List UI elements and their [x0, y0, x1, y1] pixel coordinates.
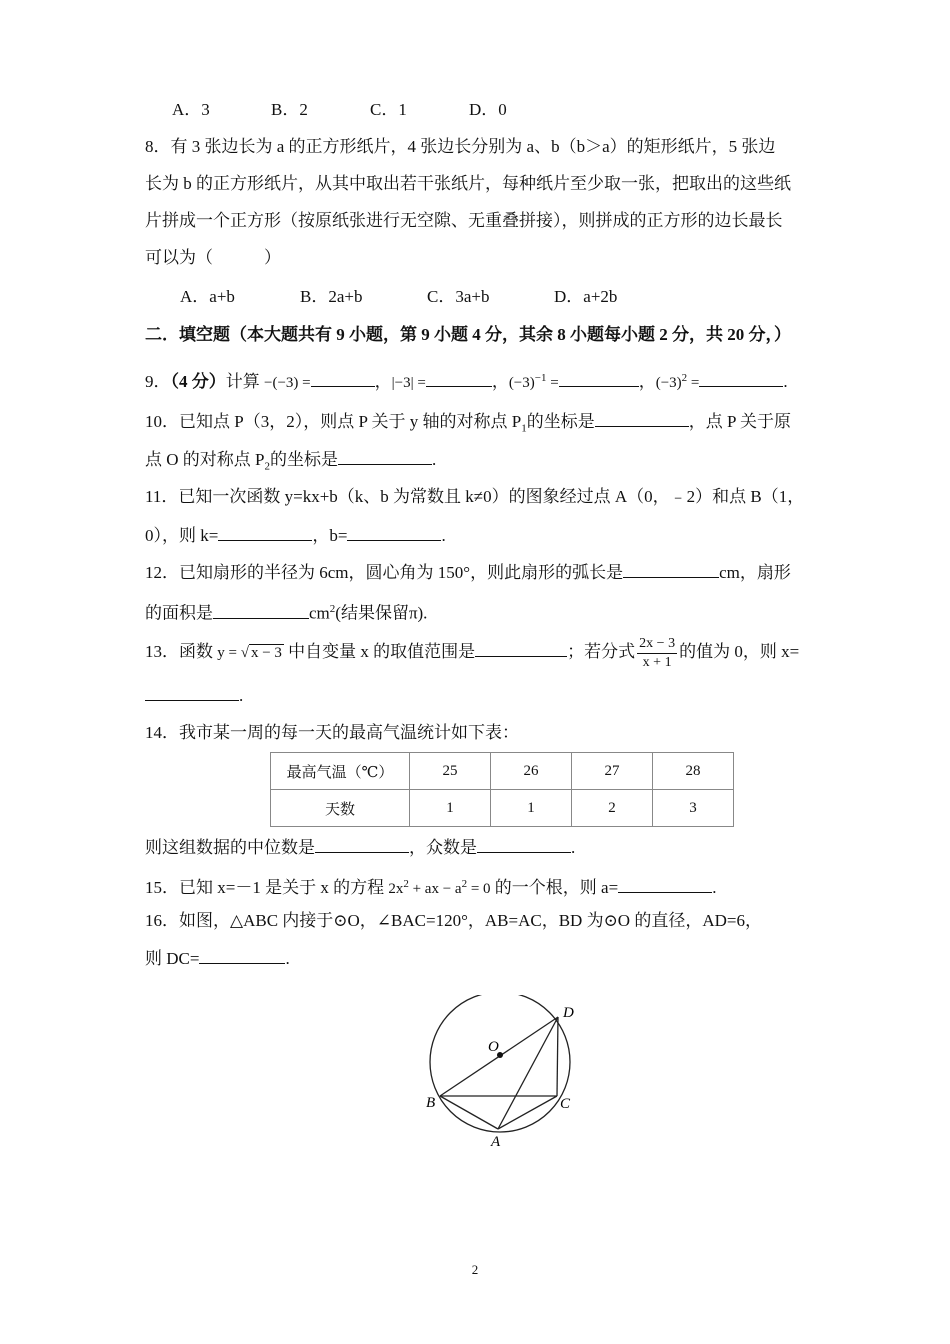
table-cell: 1: [491, 790, 572, 827]
q10-text-4: 点 O 的对称点 P: [145, 450, 265, 469]
q13-frac-den: x + 1: [642, 654, 672, 670]
q13-frac-num: 2x − 3: [637, 635, 677, 654]
q10-text-1: 10．已知点 P（3，2），则点 P 关于 y 轴的对称点 P: [145, 412, 522, 431]
q14-text: 14．我市某一周的每一天的最高气温统计如下表：: [145, 723, 519, 742]
q11-blank-b[interactable]: [347, 522, 441, 541]
section2-title: 二．填空题（本大题共有 9 小题，第 9 小题 4 分，其余 8 小题每小题 2 分，共 20 分，）: [145, 325, 791, 344]
q14-end: .: [571, 838, 576, 857]
q15-end: .: [712, 878, 717, 897]
label-a: A: [491, 1134, 501, 1150]
q15-text-2: 的一个根，则 a=: [494, 878, 619, 897]
q12-text-1: 12．已知扇形的半径为 6cm，圆心角为 150°，则此扇形的弧长是: [145, 563, 624, 582]
q10-blank-1[interactable]: [595, 408, 689, 427]
q15-blank[interactable]: [618, 874, 712, 893]
q13-text-1: 13．函数: [145, 642, 213, 661]
q16-end: .: [285, 949, 290, 968]
table-cell: 27: [572, 753, 653, 790]
q8-option-a: A．a+b: [180, 287, 235, 306]
label-c: C: [560, 1096, 571, 1112]
circle-geometry-figure: [420, 995, 590, 1155]
q16-blank[interactable]: [199, 945, 285, 964]
q10-sub-2: 2: [264, 460, 270, 473]
q9-score: （4 分）: [170, 372, 226, 391]
q15-eq-b: + ax − a: [408, 881, 462, 897]
q13-text-2: 中自变量 x 的取值范围是: [288, 642, 476, 661]
q9-expr3: [508, 372, 559, 391]
q9-sep-1: ，: [374, 372, 392, 391]
q9-blank-2[interactable]: [426, 368, 492, 387]
page-number: 2: [471, 1262, 479, 1277]
q7-option-c: C．1: [370, 100, 407, 119]
q13-func-radicand: x − 3: [250, 645, 282, 661]
q13-func-lhs: y =: [217, 645, 237, 661]
q9-sep-3: ，: [638, 372, 656, 391]
q14-blank-1[interactable]: [315, 834, 409, 853]
q9-expr3-exp: −1: [534, 372, 547, 384]
q15: [145, 871, 716, 902]
q10-line-2: [145, 446, 436, 479]
q11-blank-k[interactable]: [218, 522, 312, 541]
q15-eq-a: 2x: [388, 881, 404, 897]
q13-text-3: ；若分式: [567, 642, 636, 661]
table-cell: 3: [653, 790, 734, 827]
q12-text-5: (结果保留π).: [335, 603, 428, 623]
q11-text-1: 0），则 k=: [145, 526, 219, 545]
chord-dc: [557, 1017, 558, 1096]
table-cell: 25: [410, 753, 491, 790]
q9-blank-3[interactable]: [559, 368, 639, 387]
q9-expr4: [655, 372, 700, 391]
q9-prefix: 9．: [145, 372, 171, 391]
q13-end: .: [239, 686, 244, 705]
q11-end: .: [441, 526, 446, 545]
q10-line-1: [145, 408, 791, 441]
q7-options: [172, 97, 507, 123]
q8-option-d: D．a+2b: [554, 287, 618, 306]
q10-sub-1: 1: [521, 422, 527, 435]
table-row: [271, 753, 734, 790]
q9-sep-2: ，: [491, 372, 509, 391]
q9-expr3-base: (−3): [508, 375, 535, 391]
q8-line-4: 可以为（ ）: [145, 248, 281, 267]
q16-line-2: [145, 945, 290, 972]
q8-option-b: B．2a+b: [300, 287, 363, 306]
q9: [145, 365, 788, 396]
q13-line-2: [145, 682, 243, 709]
q9-blank-4[interactable]: [699, 368, 783, 387]
q13-line-1: [145, 632, 799, 673]
q9-expr1: −(−3) =: [264, 375, 311, 391]
q12-line-2: [145, 596, 427, 627]
q12-text-3: 的面积是: [145, 603, 213, 623]
q8-line-2: 长为 b 的正方形纸片，从其中取出若干张纸片，每种纸片至少取一张，把取出的这些纸: [145, 174, 791, 193]
q7-option-a: A．3: [172, 100, 210, 119]
q15-eq-sup1: 2: [403, 878, 409, 890]
q16-text-1: 则 DC=: [145, 949, 200, 968]
label-b: B: [426, 1095, 436, 1111]
q13-blank-1[interactable]: [475, 638, 567, 657]
q16-line-1: 16．如图，△ABC 内接于⊙O，∠BAC=120°，AB=AC，BD 为⊙O 的直径，AD=6，: [145, 911, 762, 930]
q9-end: .: [783, 372, 788, 391]
circle-o: [430, 995, 570, 1132]
q12-sup: 2: [329, 603, 336, 615]
q14-text-1: 则这组数据的中位数是: [145, 838, 315, 857]
q10-text-2: 的坐标是: [526, 412, 595, 431]
q12-text-4: cm: [309, 603, 330, 623]
q12-blank-2[interactable]: [213, 600, 309, 619]
q9-expr4-eq: =: [690, 375, 700, 391]
q10-text-5: 的坐标是: [269, 450, 338, 469]
q8-line-1: 8．有 3 张边长为 a 的正方形纸片，4 张边长分别为 a、b（b＞a）的矩形纸片，5 张边: [145, 137, 776, 156]
q7-option-b: B．2: [271, 100, 308, 119]
q10-blank-2[interactable]: [338, 446, 432, 465]
q15-eq-sup2: 2: [461, 878, 468, 890]
q10-end: .: [431, 450, 437, 469]
table-row-label: 天数: [271, 790, 410, 827]
table-cell: 2: [572, 790, 653, 827]
q9-expr2: |−3| =: [391, 375, 426, 391]
q15-text-1: 15．已知 x=－1 是关于 x 的方程: [145, 878, 385, 897]
q15-equation: [388, 878, 491, 897]
q9-expr4-exp: 2: [681, 372, 688, 384]
table-cell: 28: [653, 753, 734, 790]
q15-eq-c: = 0: [467, 881, 491, 897]
table-row: [271, 790, 734, 827]
q14-text-2: ，众数是: [409, 838, 477, 857]
q9-expr4-base: (−3): [655, 375, 682, 391]
q9-expr3-eq: =: [550, 375, 559, 391]
q7-option-d: D．0: [469, 100, 507, 119]
q12-line-1: [145, 559, 791, 586]
label-o: O: [488, 1039, 499, 1055]
q8-option-c: C．3a+b: [427, 287, 490, 306]
q8-options: [180, 284, 617, 310]
q14-after: [145, 834, 575, 861]
q8-line-3: 片拼成一个正方形（按原纸张进行无空隙、无重叠拼接），则拼成的正方形的边长最长: [145, 211, 783, 230]
table-cell: 1: [410, 790, 491, 827]
q13-blank-2[interactable]: [145, 682, 239, 701]
q12-text-2: cm，扇形: [719, 563, 791, 582]
q12-blank-1[interactable]: [623, 559, 719, 578]
q13-fraction: [637, 635, 677, 672]
temperature-table: [270, 752, 734, 827]
q13-text-4: 的值为 0，则 x=: [679, 642, 800, 661]
q9-blank-1[interactable]: [311, 368, 375, 387]
table-header-label: 最高气温（℃）: [271, 753, 410, 790]
q11-line-2: [145, 522, 446, 549]
table-cell: 26: [491, 753, 572, 790]
q14-blank-2[interactable]: [477, 834, 571, 853]
q13-func: y = √ x − 3: [217, 645, 282, 661]
q11-line-1: 11．已知一次函数 y=kx+b（k、b 为常数且 k≠0）的图象经过点 A（0，﹣2）和点 B（1，: [145, 487, 805, 506]
label-d: D: [563, 1005, 574, 1021]
q11-text-2: ，b=: [312, 526, 348, 545]
q9-text: 计算: [225, 372, 260, 391]
q10-text-3: ，点 P 关于原: [688, 412, 792, 431]
